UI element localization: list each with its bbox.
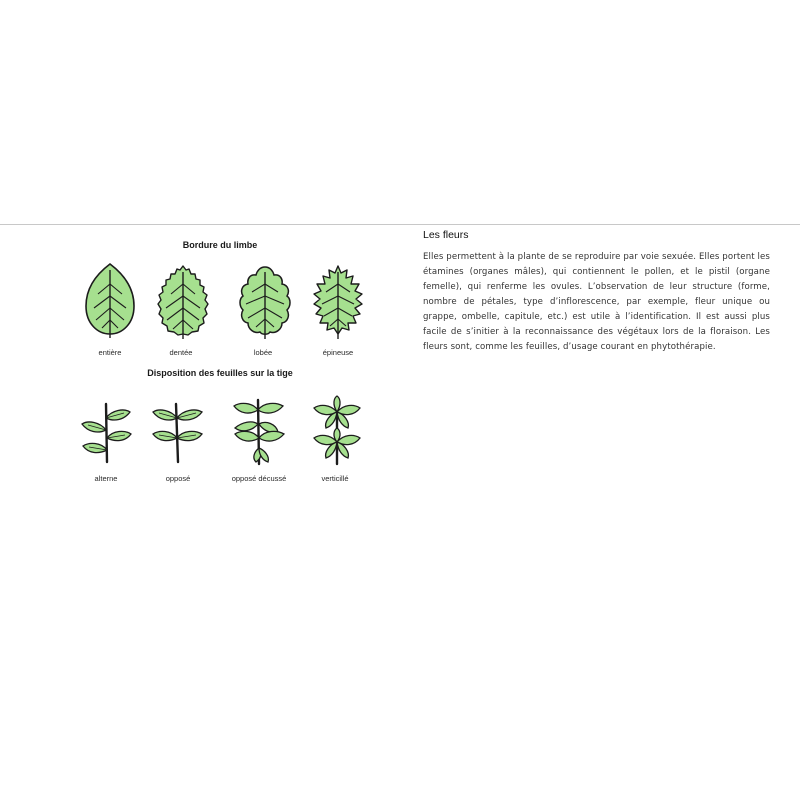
alternate-label: alterne (94, 474, 118, 483)
dentate-leaf-icon (155, 264, 211, 340)
alternate-arrangement-icon (80, 400, 134, 466)
limb-heading: Bordure du limbe (182, 240, 258, 250)
section-body: Elles permettent à la plante de se reproduire par voie sexuée. Elles portent les étamines (organes mâles), qui contiennent le pollen, et le pistil (organe femelle), qui renferme les ovules. L’observation de leur structure (forme, nombre de pétales, type d’inflorescence, par exemple, fleur unique ou grappe, ombelle, capitule, etc.) est utile à l’identification. Il est aussi plus facile de s’initier à la reconnaissance des végétaux lors de la floraison. Les fleurs sont, comme les feuilles, d’usage courant en phytothérapie. (423, 252, 770, 352)
decussate-label: opposé décussé (231, 474, 287, 483)
whorled-arrangement-icon (310, 396, 364, 466)
spiny-leaf-label: épineuse (322, 348, 354, 357)
dentate-leaf-label: dentée (169, 348, 193, 357)
decussate-arrangement-icon (230, 398, 288, 466)
whorled-label: verticillé (321, 474, 349, 483)
arrangement-heading: Disposition des feuilles sur la tige (147, 368, 293, 378)
lobed-leaf-label: lobée (253, 348, 273, 357)
entire-leaf-icon (82, 262, 138, 340)
top-divider (0, 224, 800, 225)
opposite-arrangement-icon (150, 400, 206, 466)
entire-leaf-label: entière (98, 348, 122, 357)
lobed-leaf-icon (236, 264, 294, 340)
opposite-label: opposé (165, 474, 191, 483)
spiny-leaf-icon (312, 264, 364, 340)
section-title: Les fleurs (423, 229, 469, 241)
